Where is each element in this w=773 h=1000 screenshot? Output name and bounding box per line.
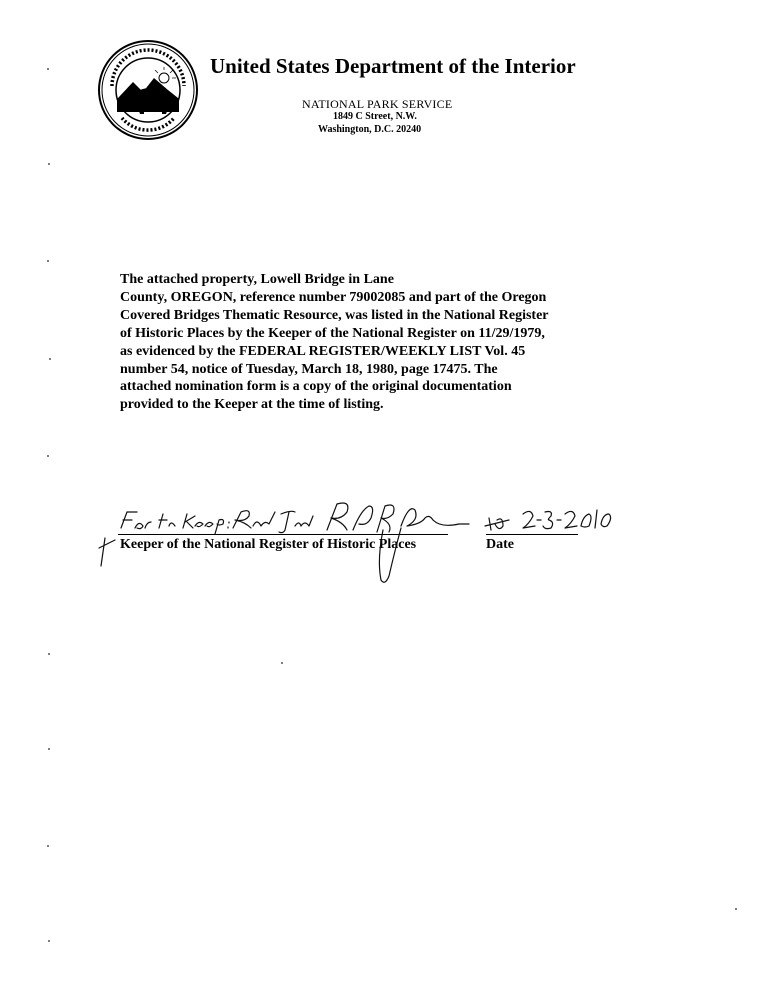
paragraph-line: attached nomination form is a copy of the original documentation <box>120 379 512 395</box>
date-label: Date <box>486 537 514 552</box>
scan-speck <box>47 260 49 262</box>
paragraph-line: provided to the Keeper at the time of listing. <box>120 397 384 413</box>
department-title: United States Department of the Interior <box>210 54 576 78</box>
scan-speck <box>48 940 50 942</box>
paragraph-line: of Historic Places by the Keeper of the National Register on 11/29/1979, <box>120 325 545 341</box>
scan-speck <box>49 358 51 360</box>
scan-speck <box>47 845 49 847</box>
scan-speck <box>48 163 50 165</box>
scan-speck <box>48 748 50 750</box>
scan-speck <box>281 662 283 664</box>
paragraph-line: The attached property, Lowell Bridge in Lane <box>120 272 394 287</box>
scan-speck <box>735 908 737 910</box>
handwritten-signature <box>85 490 615 590</box>
address-line-1: 1849 C Street, N.W. <box>333 111 417 122</box>
scan-speck <box>47 68 49 70</box>
paragraph-line: number 54, notice of Tuesday, March 18, 1980, page 17475. The <box>120 361 498 377</box>
scan-speck <box>47 455 49 457</box>
department-seal <box>98 40 198 140</box>
paragraph-line: County, OREGON, reference number 79002085 and part of the Oregon <box>120 289 547 305</box>
certification-paragraph <box>120 271 600 414</box>
keeper-label: Keeper of the National Register of Historic Places <box>120 537 417 552</box>
paragraph-line: as evidenced by the FEDERAL REGISTER/WEEKLY LIST Vol. 45 <box>120 343 526 359</box>
address-line-2: Washington, D.C. 20240 <box>318 124 422 135</box>
scan-speck <box>48 653 50 655</box>
paragraph-line: Covered Bridges Thematic Resource, was listed in the National Register <box>120 307 549 323</box>
agency-name: NATIONAL PARK SERVICE <box>302 97 453 111</box>
